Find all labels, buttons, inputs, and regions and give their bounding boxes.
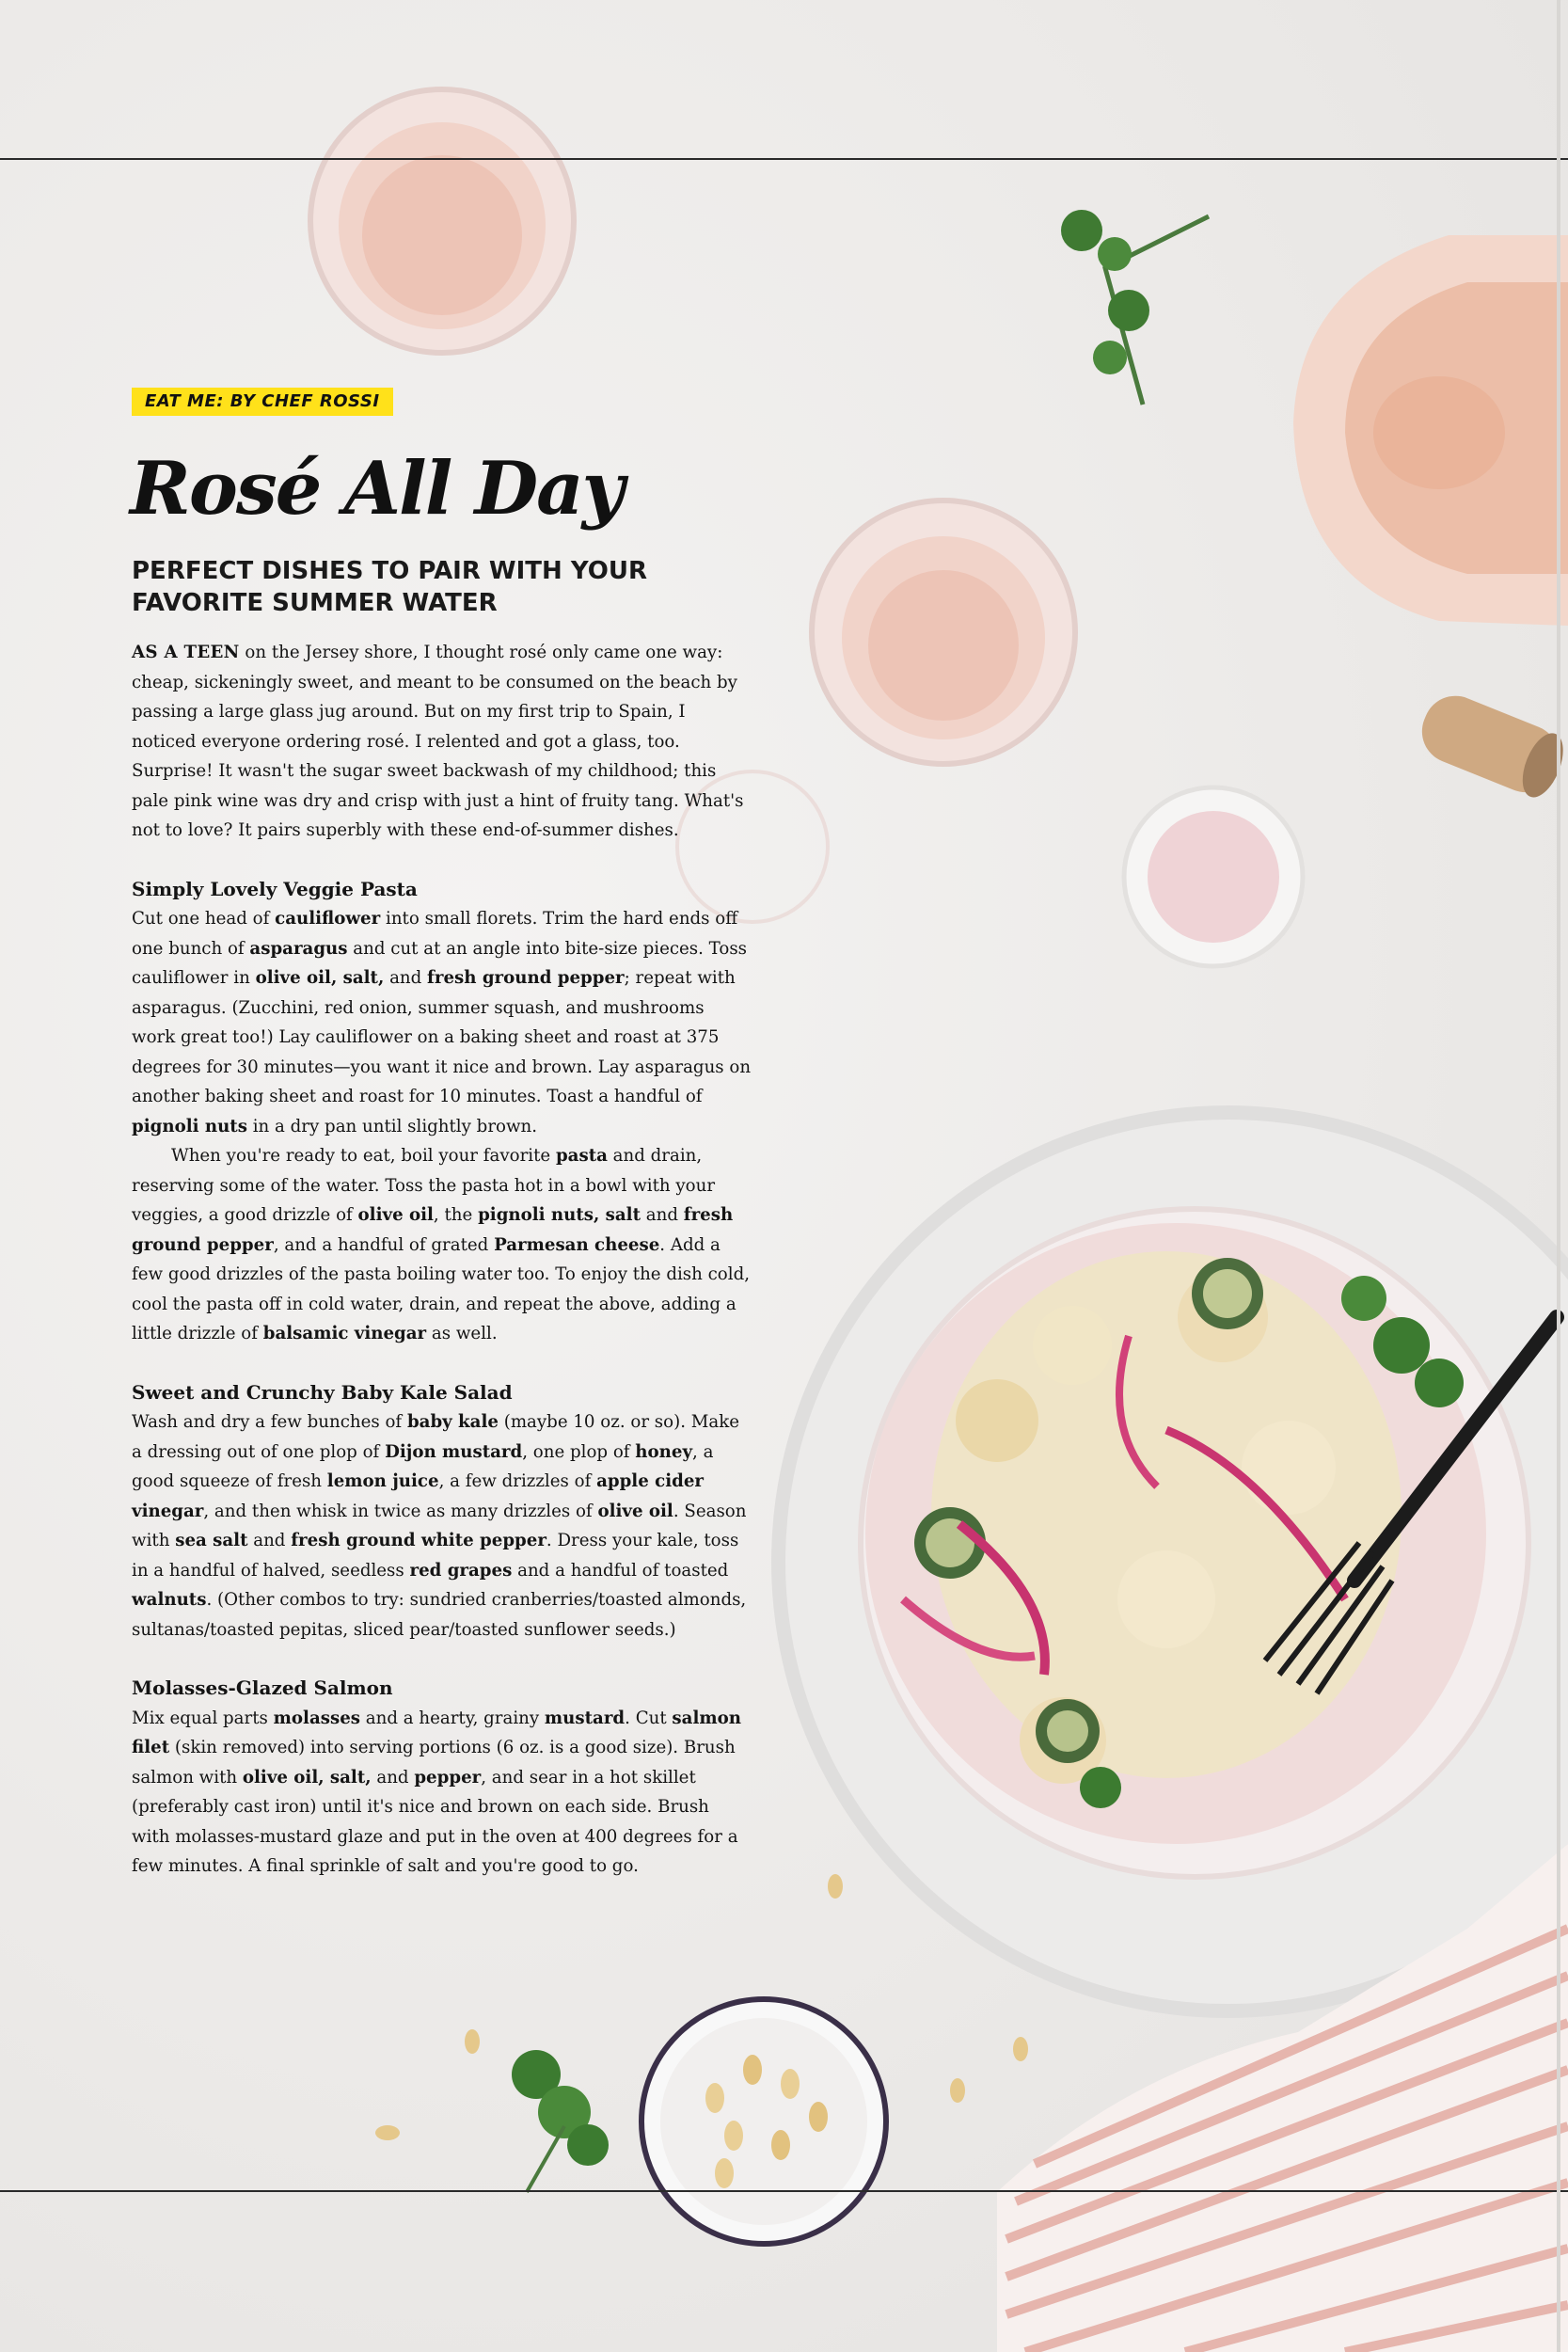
ingredient: fresh ground pepper: [427, 968, 625, 988]
recipe-text: , and sear in a hot skillet (preferably cast iron) until it's nice and brown on each side. Brush with molasses-mustard glaze and put in the oven at 400 degrees for a few minutes. A final sprinkle of salt and you're good to go.: [132, 1767, 738, 1876]
recipe-text: and: [371, 1767, 415, 1788]
ingredient: asparagus: [249, 938, 348, 959]
ingredient: mustard: [544, 1708, 626, 1728]
recipe-text: ; repeat with asparagus. (Zucchini, red onion, summer squash, and mushrooms work great too!) Lay cauliflower on a baking sheet and roast at 375 degrees for 30 minutes—you want it nice and brown. Lay asparagus on another baking sheet and roast for 10 minutes. Toast a handful of: [132, 968, 752, 1106]
recipe-text: Cut one head of: [132, 909, 276, 929]
recipe-section: [132, 1378, 752, 1645]
parsley-sprig-top: [1061, 210, 1209, 405]
recipe-text: as well.: [426, 1324, 498, 1343]
parsley-sprig-bottom: [512, 2050, 609, 2192]
ingredient: pignoli nuts, salt: [478, 1205, 641, 1225]
recipe-text: . Add a few good drizzles of the pasta boiling water too. To enjoy the dish cold, cool the pasta off in cold water, drain, and repeat the above, adding a little drizzle of: [132, 1234, 750, 1343]
recipe-text: and: [641, 1205, 684, 1225]
ingredient: olive oil, salt,: [255, 968, 385, 988]
recipe-text: and: [247, 1531, 292, 1550]
recipe-text: (skin removed) into serving portions (6 oz. is a good size). Brush salmon with: [132, 1738, 736, 1788]
recipe-text: . Cut: [625, 1708, 673, 1728]
rose-bottle: [1293, 235, 1568, 626]
trim-line-bottom: [0, 2190, 1568, 2192]
intro-text: on the Jersey shore, I thought rosé only came one way: cheap, sickeningly sweet, and meant to be consumed on the beach by passing a large glass jug around. But on my first trip to Spain, I noticed everyone ordering rosé. I relented and got a glass, too. Surprise! It wasn't the sugar sweet backwash of my childhood; this pale pink wine was dry and crisp with just a hint of fruity tang. What's not to love? It pairs superbly with these end-of-summer dishes.: [132, 643, 744, 840]
ingredient: baby kale: [406, 1412, 499, 1432]
cork: [1413, 686, 1568, 803]
wine-glass-top: [310, 89, 574, 353]
salt-dish: [1124, 787, 1303, 966]
recipe-text: and: [384, 968, 428, 988]
recipe-text: and a hearty, grainy: [360, 1708, 545, 1728]
recipe-text: Mix equal parts: [132, 1708, 274, 1728]
ingredient: olive oil: [597, 1501, 673, 1521]
recipes: [132, 875, 752, 1882]
recipe-paragraph: [132, 1704, 752, 1882]
recipe-text: , a few drizzles of: [438, 1471, 597, 1491]
article-title: Rosé All Day: [130, 446, 623, 532]
ingredient: pasta: [555, 1146, 608, 1166]
recipe-text: Wash and dry a few bunches of: [132, 1412, 407, 1432]
recipe-text: , the: [433, 1205, 479, 1225]
recipe-section: [132, 875, 752, 1349]
article-body: [132, 638, 752, 1882]
ingredient: Parmesan cheese: [494, 1234, 660, 1255]
ingredient: fresh ground pepper: [132, 1205, 734, 1255]
article-deck: PERFECT DISHES TO PAIR WITH YOUR FAVORITE SUMMER WATER: [132, 557, 647, 617]
recipe-text: . (Other combos to try: sundried cranberries/toasted almonds, sultanas/toasted pepitas, sliced pear/toasted sunflower seeds.): [132, 1590, 747, 1640]
recipe-text: . Season with: [132, 1501, 747, 1550]
ingredient: balsamic vinegar: [262, 1324, 427, 1343]
recipe-text: in a dry pan until slightly brown.: [246, 1116, 538, 1136]
recipe-text: , and then whisk in twice as many drizzles of: [203, 1501, 598, 1521]
trim-line-top: [0, 158, 1568, 160]
lead-in: AS A TEEN: [132, 643, 240, 662]
ingredient: salmon filet: [132, 1708, 741, 1757]
recipe-paragraph: [132, 904, 752, 1141]
ingredient: pignoli nuts: [132, 1116, 247, 1136]
recipe-title: Molasses-Glazed Salmon: [132, 1677, 393, 1699]
ingredient: olive oil, salt,: [242, 1767, 372, 1788]
ingredient: red grapes: [409, 1560, 513, 1581]
ingredient: lemon juice: [326, 1471, 439, 1491]
column-kicker: EAT ME: BY CHEF ROSSI: [132, 388, 393, 416]
recipe-text: and cut at an angle into bite-size pieces. Toss cauliflower in: [132, 938, 748, 988]
ingredient: pepper: [414, 1767, 482, 1788]
ingredient: fresh ground white pepper: [291, 1531, 546, 1550]
pasta-plate: [771, 1105, 1568, 2018]
page-edge: [1557, 0, 1560, 2352]
ingredient: honey: [635, 1441, 693, 1462]
recipe-text: When you're ready to eat, boil your favorite: [171, 1146, 556, 1166]
recipe-text: and a handful of toasted: [512, 1560, 729, 1581]
recipe-title: Simply Lovely Veggie Pasta: [132, 877, 418, 900]
recipe-title: Sweet and Crunchy Baby Kale Salad: [132, 1380, 513, 1404]
recipe-section: [132, 1674, 752, 1882]
recipe-text: and drain, reserving some of the water. Toss the pasta hot in a bowl with your veggies, a good drizzle of: [132, 1146, 716, 1225]
ingredient: sea salt: [175, 1531, 248, 1550]
recipe-text: into small florets. Trim the hard ends off one bunch of: [132, 909, 738, 959]
ingredient: apple cider vinegar: [132, 1471, 704, 1521]
recipe-paragraph: [132, 1141, 752, 1349]
ingredient: Dijon mustard: [385, 1441, 523, 1462]
ingredient: cauliflower: [275, 909, 381, 929]
wine-glass-middle: [812, 501, 1075, 764]
recipe-text: , a good squeeze of fresh: [132, 1441, 714, 1491]
recipe-text: , one plop of: [522, 1441, 636, 1462]
recipe-paragraph: [132, 1407, 752, 1645]
ingredient: molasses: [273, 1708, 361, 1728]
ingredient: olive oil: [357, 1205, 434, 1225]
intro-paragraph: [132, 638, 752, 846]
ingredient: walnuts: [132, 1590, 207, 1610]
recipe-text: (maybe 10 oz. or so). Make a dressing out of one plop of: [132, 1412, 740, 1462]
recipe-text: , and a handful of grated: [273, 1234, 495, 1255]
pine-nut-dish: [641, 1999, 886, 2244]
recipe-text: . Dress your kale, toss in a handful of halved, seedless: [132, 1531, 739, 1581]
